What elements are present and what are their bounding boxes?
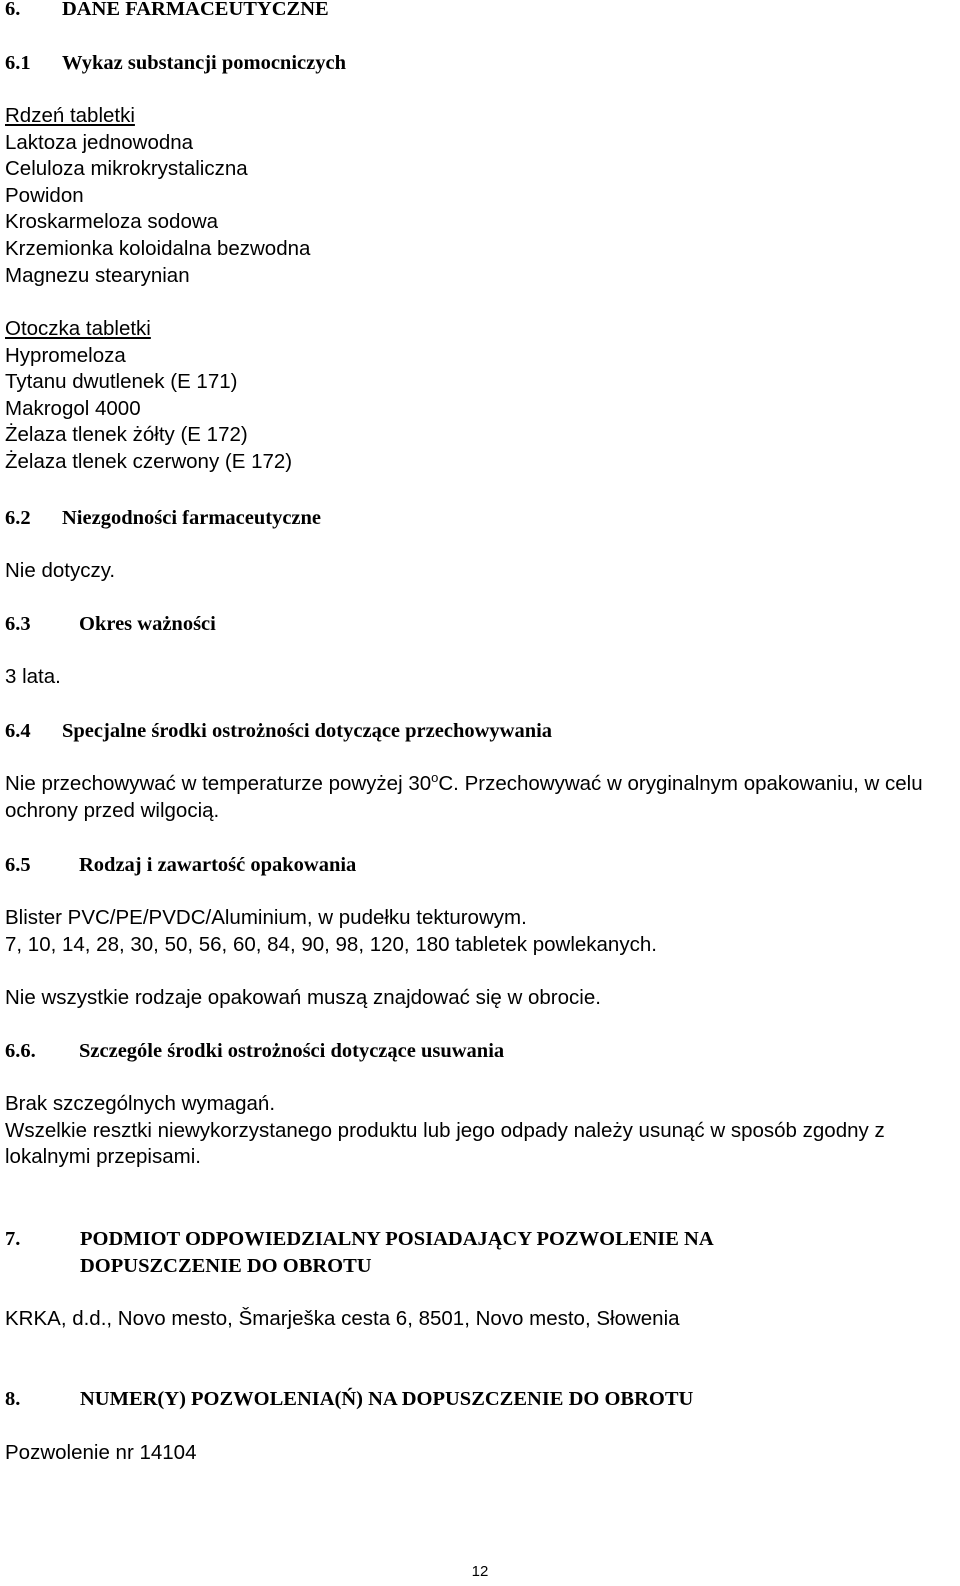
coating-heading: Otoczka tabletki — [5, 317, 151, 340]
list-item: Tytanu dwutlenek (E 171) — [5, 370, 238, 394]
storage-text-part-2: C. Przechowywać w oryginalnym opakowaniu, w celu ochrony przed wilgocią. — [5, 772, 923, 822]
section-number: 6.4 — [5, 720, 31, 742]
list-item: Powidon — [5, 183, 84, 207]
section-6-5-heading — [5, 852, 952, 879]
section-title: Szczególe środki ostrożności dotyczące usuwania — [79, 1040, 505, 1062]
section-number: 6.5 — [5, 854, 31, 876]
section-6-5-body — [5, 905, 952, 958]
section-number: 7. — [5, 1228, 21, 1250]
section-title: DANE FARMACEUTYCZNE — [62, 0, 329, 20]
section-number: 6.1 — [5, 52, 31, 74]
section-title: Specjalne środki ostrożności dotyczące przechowywania — [62, 720, 553, 742]
section-number: 6.2 — [5, 507, 31, 529]
section-6-4-heading — [5, 718, 952, 745]
degree-superscript: o — [431, 770, 439, 786]
section-6-4-body — [5, 771, 952, 824]
section-7-heading — [5, 1226, 952, 1279]
pack-sizes-line: 7, 10, 14, 28, 30, 50, 56, 60, 84, 90, 98, 120, 180 tabletek powlekanych. — [5, 932, 657, 956]
page-number: 12 — [471, 1563, 489, 1580]
storage-text-part-1: Nie przechowywać w temperaturze powyżej 30 — [5, 772, 432, 795]
core-excipients-list — [5, 103, 952, 289]
list-item: Żelaza tlenek czerwony (E 172) — [5, 449, 293, 473]
section-title-line-2: DOPUSZCZENIE DO OBROTU — [80, 1254, 372, 1277]
section-6-2-heading — [5, 505, 952, 532]
list-item: Makrogol 4000 — [5, 396, 141, 420]
section-title-line-1: PODMIOT ODPOWIEDZIALNY POSIADAJĄCY POZWOLENIE NA — [80, 1228, 714, 1250]
section-title: NUMER(Y) POZWOLENIA(Ń) NA DOPUSZCZENIE DO OBROTU — [80, 1388, 694, 1410]
section-number: 6.3 — [5, 613, 31, 635]
list-item: Hypromeloza — [5, 343, 126, 367]
disposal-line: Brak szczególnych wymagań. — [5, 1092, 276, 1115]
section-8-heading — [5, 1386, 952, 1413]
section-6-2-body: Nie dotyczy. — [5, 559, 116, 582]
list-item: Celuloza mikrokrystaliczna — [5, 157, 248, 181]
section-6-5-note: Nie wszystkie rodzaje opakowań muszą znajdować się w obrocie. — [5, 986, 601, 1009]
section-6-3-heading — [5, 611, 952, 638]
authorisation-number: Pozwolenie nr 14104 — [5, 1441, 197, 1464]
section-6-6-heading — [5, 1038, 952, 1065]
section-title: Okres ważności — [79, 613, 216, 635]
section-number: 8. — [5, 1388, 21, 1410]
section-title: Rodzaj i zawartość opakowania — [79, 854, 357, 876]
list-item: Żelaza tlenek żółty (E 172) — [5, 423, 248, 447]
list-item: Magnezu stearynian — [5, 263, 190, 287]
section-6-6-body — [5, 1091, 952, 1171]
section-number: 6. — [5, 0, 21, 20]
section-6-1-heading — [5, 50, 952, 77]
list-item: Kroskarmeloza sodowa — [5, 210, 219, 234]
packaging-line: Blister PVC/PE/PVDC/Aluminium, w pudełku tekturowym. — [5, 906, 527, 929]
disposal-instructions: Wszelkie resztki niewykorzystanego produktu lub jego odpady należy usunąć w sposób zgodny z lokalnymi przepisami. — [5, 1118, 885, 1169]
marketing-authorisation-holder: KRKA, d.d., Novo mesto, Šmarješka cesta 6, 8501, Novo mesto, Słowenia — [5, 1307, 680, 1330]
list-item: Laktoza jednowodna — [5, 130, 194, 154]
section-number: 6.6. — [5, 1040, 36, 1062]
list-item: Krzemionka koloidalna bezwodna — [5, 236, 311, 260]
coating-excipients-list — [5, 316, 952, 476]
core-heading: Rdzeń tabletki — [5, 104, 135, 127]
section-6-3-body: 3 lata. — [5, 665, 61, 688]
section-title — [80, 1226, 714, 1279]
section-6-heading — [5, 0, 952, 23]
section-title: Niezgodności farmaceutyczne — [62, 507, 322, 529]
section-title: Wykaz substancji pomocniczych — [62, 52, 346, 74]
